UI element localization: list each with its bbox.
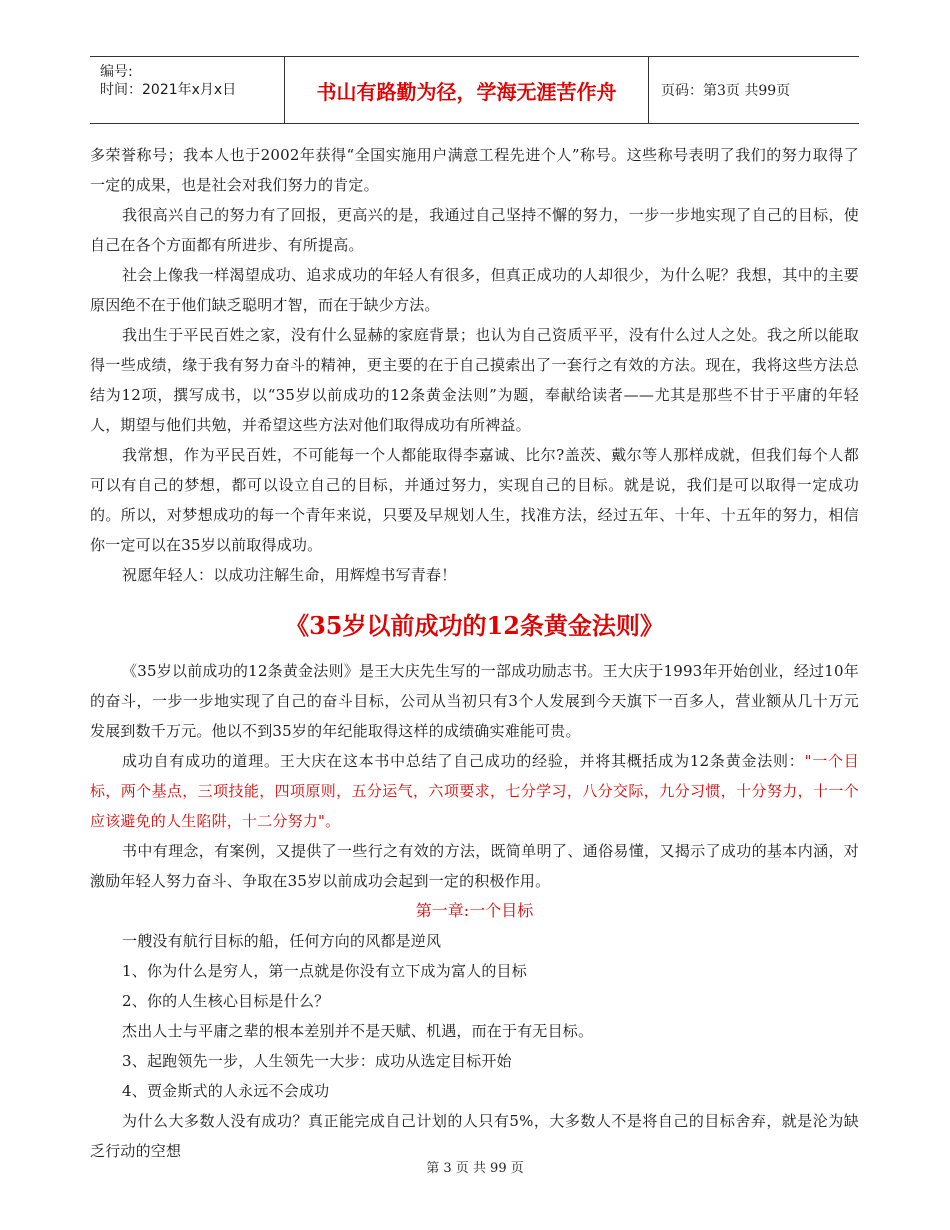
paragraph: 我出生于平民百姓之家，没有什么显赫的家庭背景；也认为自己资质平平，没有什么过人之处。我之所以能取得一些成绩，缘于我有努力奋斗的精神，更主要的在于自己摸索出了一套行之有效的方法。现在，我将这些方法总结为12项，撰写成书，以“35岁以前成功的12条黄金法则”为题，奉献给读者——尤其是那些不甘于平庸的年轻人，期望与他们共勉，并希望这些方法对他们取得成功有所裨益。 <box>90 326 859 434</box>
intro-paragraph: 《35岁以前成功的12条黄金法则》是王大庆先生写的一部成功励志书。王大庆于1993年开始创业，经过10年的奋斗，一步一步地实现了自己的奋斗目标，公司从当初只有3个人发展到今天旗下一百多人，营业额从几十万元发展到数千万元。他以不到35岁的年纪能取得这样的成绩确实难能可贵。 <box>90 662 859 740</box>
doc-time-label: 时间：2021年x月x日 <box>100 82 237 98</box>
chapter-line: 杰出人士与平庸之辈的根本差别并不是天赋、机遇，而在于有无目标。 <box>122 1022 594 1040</box>
paragraph: 我常想，作为平民百姓，不可能每一个人都能取得李嘉诚、比尔?盖茨、戴尔等人那样成就，但我们每个人都可以有自己的梦想，都可以设立自己的目标，并通过努力，实现自己的目标。就是说，我们是可以取得一定成功的。所以，对梦想成功的每一个青年来说，只要及早规划人生，找准方法，经过五年、十年、十五年的努力，相信你一定可以在35岁以前取得成功。 <box>90 446 859 554</box>
chapter-title: 第一章:一个目标 <box>415 901 534 920</box>
chapter-line: 2、你的人生核心目标是什么？ <box>122 992 330 1010</box>
page-header <box>90 56 859 124</box>
page-footer: 第 3 页 共 99 页 <box>426 1161 524 1176</box>
header-motto: 书山有路勤为径，学海无涯苦作舟 <box>284 57 649 123</box>
chapter-line: 3、起跑领先一步，人生领先一大步：成功从选定目标开始 <box>122 1052 512 1070</box>
chapter-line: 4、贾金斯式的人永远不会成功 <box>122 1082 330 1100</box>
intro-paragraph-rules <box>90 746 859 836</box>
chapter-line: 一艘没有航行目标的船，任何方向的风都是逆风 <box>122 932 442 950</box>
chapter-line: 为什么大多数人没有成功？真正能完成自己计划的人只有5%，大多数人不是将自己的目标舍弃，就是沦为缺乏行动的空想 <box>90 1112 859 1160</box>
chapter-line: 1、你为什么是穷人，第一点就是你没有立下成为富人的目标 <box>122 962 527 980</box>
header-meta <box>90 57 284 123</box>
paragraph: 多荣誉称号；我本人也于2002年获得“全国实施用户满意工程先进个人”称号。这些称号表明了我们的努力取得了一定的成果，也是社会对我们努力的肯定。 <box>90 146 859 194</box>
rules-lead-text: 成功自有成功的道理。王大庆在这本书中总结了自己成功的经验，并将其概括成为12条黄金法则： <box>122 752 805 770</box>
paragraph: 我很高兴自己的努力有了回报，更高兴的是，我通过自己坚持不懈的努力，一步一步地实现了自己的目标，使自己在各个方面都有所进步、有所提高。 <box>90 206 859 254</box>
intro-paragraph: 书中有理念，有案例，又提供了一些行之有效的方法，既简单明了、通俗易懂，又揭示了成功的基本内涵，对激励年轻人努力奋斗、争取在35岁以前成功会起到一定的积极作用。 <box>90 842 859 890</box>
paragraph: 社会上像我一样渴望成功、追求成功的年轻人有很多，但真正成功的人却很少，为什么呢？我想，其中的主要原因绝不在于他们缺乏聪明才智，而在于缺少方法。 <box>90 266 859 314</box>
header-page-info: 页码：第3页 共99页 <box>661 83 791 99</box>
paragraph: 祝愿年轻人：以成功注解生命，用辉煌书写青春！ <box>122 566 457 584</box>
document-body <box>90 140 859 1166</box>
doc-number-label: 编号: <box>100 64 133 80</box>
book-title: 《35岁以前成功的12条黄金法则》 <box>285 611 664 640</box>
rules-list-text: "一个目标，两个基点，三项技能，四项原则，五分运气，六项要求，七分学习，八分交际，九分习惯，十分努力，十一个应该避免的人生陷阱，十二分努力"。 <box>90 752 859 830</box>
